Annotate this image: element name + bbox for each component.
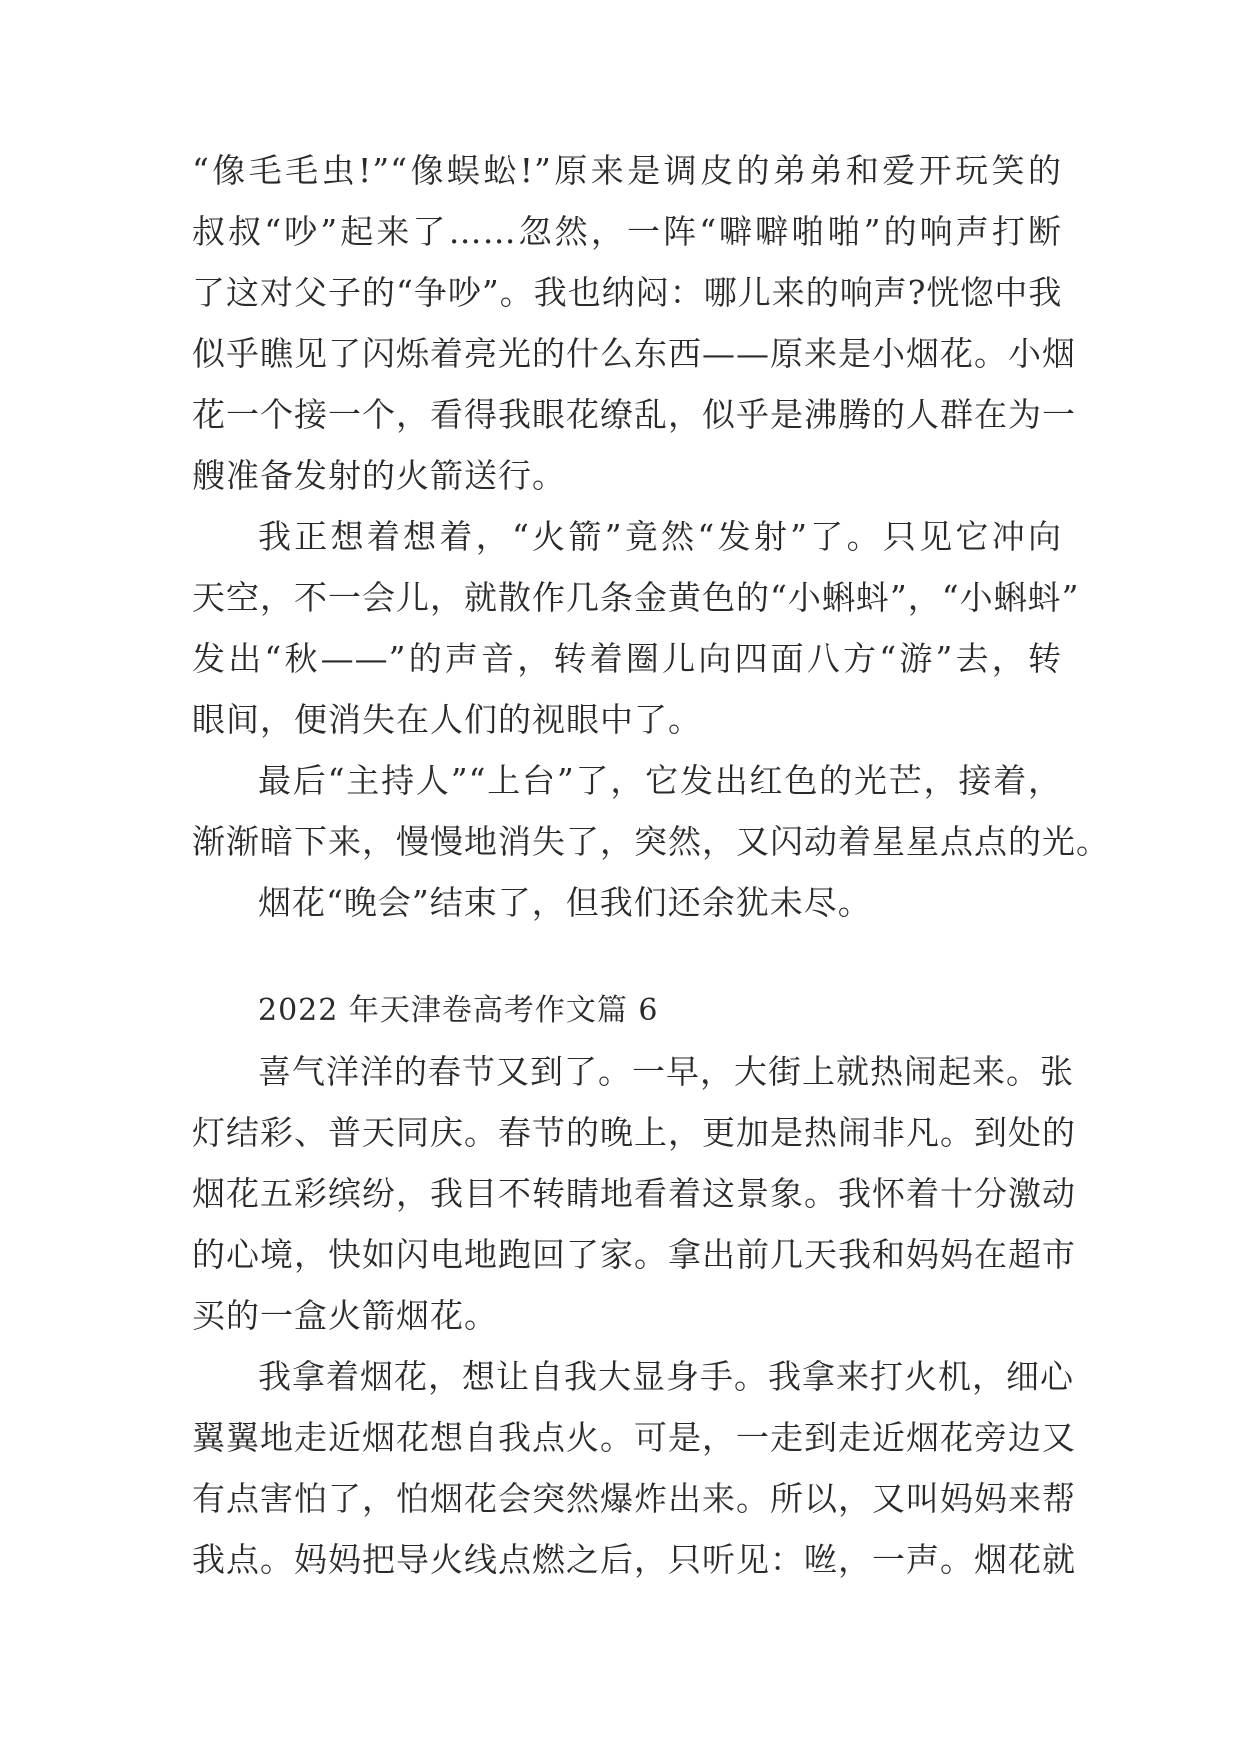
paragraph-host: [192, 750, 1110, 872]
text-line: 似乎瞧见了闪烁着亮光的什么东西——原来是小烟花。小烟: [192, 334, 1076, 373]
text-line: 艘准备发射的火箭送行。: [192, 456, 566, 495]
paragraph-rocket: [192, 506, 1080, 750]
text-line: “像毛毛虫!”“像蜈蚣!”原来是调皮的弟弟和爱开玩笑的: [192, 151, 1062, 190]
paragraph-lighting: [192, 1346, 1076, 1590]
text-line: 有点害怕了，怕烟花会突然爆炸出来。所以，又叫妈妈来帮: [192, 1479, 1076, 1518]
text-line: 烟花五彩缤纷，我目不转睛地看着这景象。我怀着十分激动: [192, 1174, 1076, 1213]
text-line: 我点。妈妈把导火线点燃之后，只听见：咝，一声。烟花就: [192, 1540, 1076, 1579]
paragraph-spring-festival: [192, 1041, 1076, 1346]
text-line: 最后“主持人”“上台”了，它发出红色的光芒，接着，: [258, 761, 1062, 800]
text-line: 喜气洋洋的春节又到了。一早，大街上就热闹起来。张: [258, 1052, 1074, 1091]
text-line: 的心境，快如闪电地跑回了家。拿出前几天我和妈妈在超市: [192, 1235, 1076, 1274]
essay-heading: 2022 年天津卷高考作文篇 6: [258, 993, 659, 1028]
text-line: 花一个接一个，看得我眼花缭乱，似乎是沸腾的人群在为一: [192, 395, 1076, 434]
text-line: 眼间，便消失在人们的视眼中了。: [192, 700, 702, 739]
text-line: 翼翼地走近烟花想自我点火。可是，一走到走近烟花旁边又: [192, 1418, 1076, 1457]
text-line: 我正想着想着，“火箭”竟然“发射”了。只见它冲向: [258, 517, 1062, 556]
text-line: 我拿着烟花，想让自我大显身手。我拿来打火机，细心: [258, 1357, 1074, 1396]
text-line: 发出“秋——”的声音，转着圈儿向四面八方“游”去，转: [192, 639, 1062, 678]
text-line: 渐渐暗下来，慢慢地消失了，突然，又闪动着星星点点的光。: [192, 822, 1110, 861]
paragraph-ending: [192, 872, 1062, 933]
text-line: 天空，不一会儿，就散作几条金黄色的“小蝌蚪”，“小蝌蚪”: [192, 578, 1080, 617]
text-line: 叔叔“吵”起来了……忽然，一阵“噼噼啪啪”的响声打断: [192, 212, 1062, 251]
text-line: 灯结彩、普天同庆。春节的晚上，更加是热闹非凡。到处的: [192, 1113, 1076, 1152]
text-line: 烟花“晚会”结束了，但我们还余犹未尽。: [258, 883, 872, 922]
paragraph-caterpillar: [192, 140, 1076, 506]
text-line: 了这对父子的“争吵”。我也纳闷：哪儿来的响声?恍惚中我: [192, 273, 1063, 312]
essay-section-2: [192, 1041, 1076, 1590]
essay-section-1: [192, 140, 1110, 933]
text-line: 买的一盒火箭烟花。: [192, 1296, 498, 1335]
